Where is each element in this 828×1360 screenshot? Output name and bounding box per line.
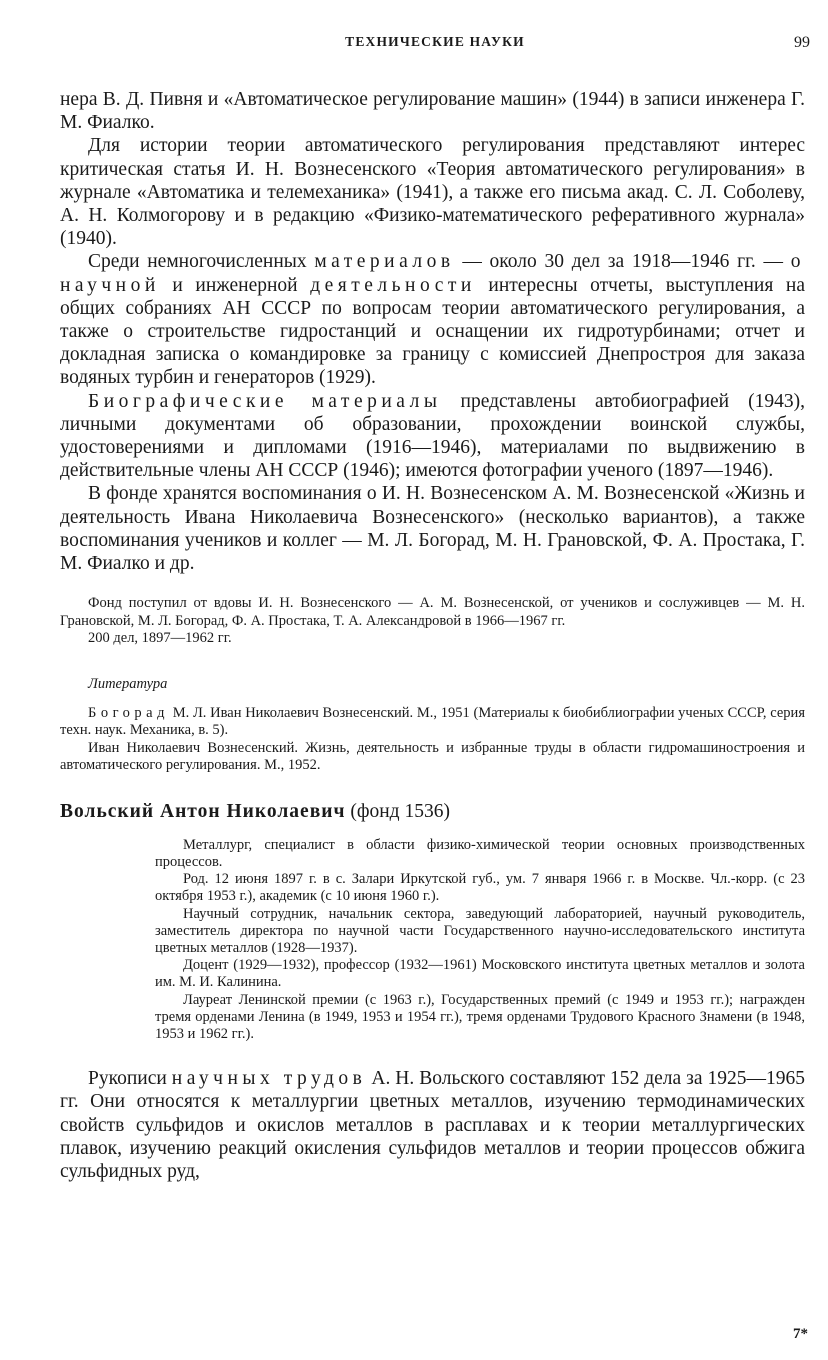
paragraph-manuscripts (60, 1067, 805, 1183)
literature-list (60, 705, 805, 775)
spaced-term: Биографические материалы (88, 390, 442, 412)
text-run: Среди немногочисленных (88, 251, 315, 273)
text-run: М. Л. Иван Николаевич Вознесенский. М., 1951 (Материалы к биобиблиографии ученых СССР, серия техн. наук. Механика, в. 5). (60, 704, 805, 739)
text-run: А. Н. Вольского составляют 152 дела за 1925—1965 гг. Они относятся к металлургии цветных металлов, изучению термодинамических свойств сульфидов и окислов металлов в расплавах и к теории металлургических плавок, изучению реакций окисления сульфидов металлов и теории процессов обжига сульфидных руд, (60, 1068, 805, 1183)
text-run: и инженерной (159, 274, 311, 296)
literature-item (60, 705, 805, 740)
text-run: представлены автобиографией (1943), личными документами об образовании, прохождении воинской службы, удостоверениями и дипломами (1916—1946), материалами по выдвижению в действительные члены АН СССР (1946); имеются фотографии ученого (1897—1946). (60, 390, 806, 482)
fund-note-extent: 200 дел, 1897—1962 гг. (88, 630, 232, 647)
spaced-term: материалов (314, 251, 455, 273)
bio-paragraph: Род. 12 июня 1897 г. в с. Залари Иркутской губ., ум. 7 января 1966 г. в Москве. Чл.-корр. (с 23 октября 1953 г.), академик (с 10 июня 1960 г.). (155, 871, 805, 905)
paragraph-continuation: нера В. Д. Пивня и «Автоматическое регулирование машин» (1944) в записи инженера Г. М. Фиалко. (60, 89, 805, 134)
paragraph-materials (60, 250, 805, 389)
entry-fund-number: (фонд 1536) (350, 800, 450, 822)
text-run: Рукописи (88, 1068, 172, 1090)
literature-item: Иван Николаевич Вознесенский. Жизнь, деятельность и избранные труды в области гидромашиностроения и автоматического регулирования. М., 1952. (60, 739, 805, 774)
entry-name: Вольский Антон Николаевич (60, 800, 346, 822)
fund-note (60, 595, 805, 648)
literature-heading: Литература (88, 675, 168, 692)
entry-heading (60, 801, 805, 823)
entry-biography (155, 837, 805, 1043)
bio-paragraph: Лауреат Ленинской премии (с 1963 г.), Государственных премий (с 1949 и 1953 гг.); награжден тремя орденами Ленина (в 1949, 1953 и 1954 гг.), тремя орденами Трудового Красного Знамени (в 1948, 1953 и 1962 гг.). (155, 991, 805, 1042)
paragraph-memoirs: В фонде хранятся воспоминания о И. Н. Вознесенском А. М. Вознесенской «Жизнь и деятельность Ивана Николаевича Вознесенского» (несколько вариантов), а также воспоминания учеников и коллег — М. Л. Богорад, М. Н. Грановской, Ф. А. Простака, Г. М. Фиалко и др. (60, 483, 805, 575)
page-content (60, 88, 805, 1183)
spaced-term: деятельности (310, 274, 476, 296)
main-text (60, 88, 805, 575)
bio-paragraph: Металлург, специалист в области физико-химической теории основных производственных процессов. (155, 836, 805, 870)
page-header (60, 34, 810, 58)
literature-author: Богорад (88, 704, 169, 721)
spaced-term: о научной (60, 251, 805, 296)
paragraph-history: Для истории теории автоматического регулирования представляют интерес критическая статья И. Н. Вознесенского «Теория автоматического регулирования» в журнале «Автоматика и телемеханика» (1941), а также его письма акад. С. Л. Соболеву, А. Н. Колмогорову и в редакцию «Физико-математического реферативного журнала» (1940). (60, 135, 805, 250)
spaced-term: научных трудов (171, 1068, 367, 1090)
running-title: ТЕХНИЧЕСКИЕ НАУКИ (345, 34, 525, 49)
bio-paragraph: Научный сотрудник, начальник сектора, заведующий лабораторией, научный руководитель, заместитель директора по научной части Государственного научно-исследовательского института цветных металлов (1928—1937). (155, 905, 805, 956)
bio-paragraph: Доцент (1929—1932), профессор (1932—1961) Московского института цветных металлов и золота им. М. И. Калинина. (155, 957, 805, 991)
signature-mark: 7* (793, 1326, 808, 1342)
fund-note-provenance: Фонд поступил от вдовы И. Н. Вознесенского — А. М. Вознесенской, от учеников и сослуживцев — М. Н. Грановской, М. Л. Богорад, Ф. А. Простака, Т. А. Александровой в 1966—1967 гг. (60, 595, 805, 629)
text-run: — около 30 дел за 1918—1946 гг. — (454, 251, 791, 273)
paragraph-biography (60, 390, 805, 483)
page-number: 99 (794, 34, 810, 51)
text-run: интересны отчеты, выступления на общих собраниях АН СССР по вопросам теории автоматического регулирования, а также о строительстве гидростанций и оснащении их гидротурбинами; отчет и докладная записка о командировке за границу с комиссией Днепростроя для заказа водяных турбин и генераторов (1929). (60, 274, 806, 389)
entry-description (60, 1067, 805, 1183)
